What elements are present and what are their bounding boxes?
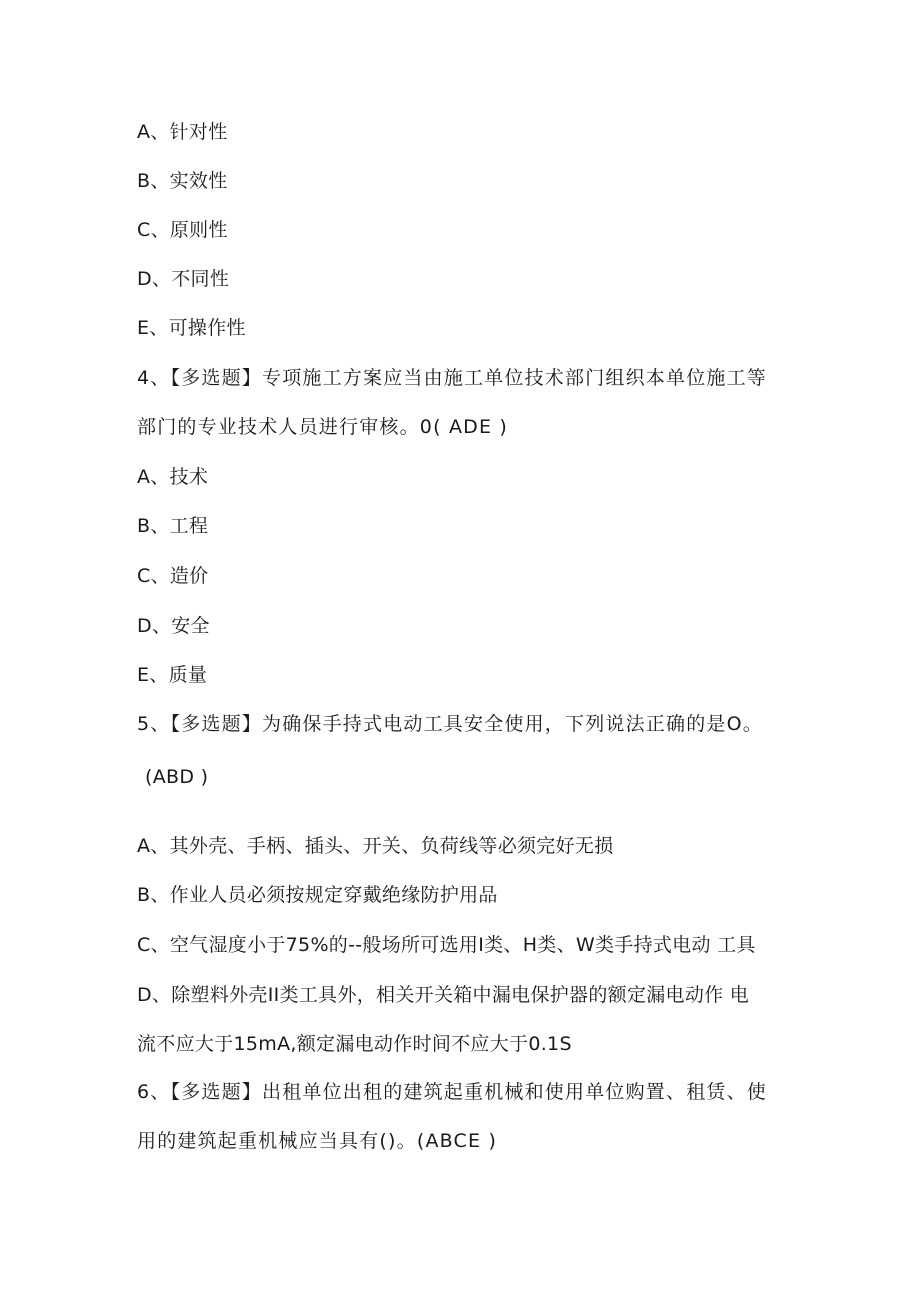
q5-option-c: C、空气湿度小于75%的--般场所可选用I类、H类、W类手持式电动 工具 — [137, 934, 756, 956]
q3-option-a: A、针对性 — [137, 121, 228, 143]
q4-stem-line1: 4、【多选题】专项施工方案应当由施工单位技术部门组织本单位施工等 — [137, 367, 767, 389]
q3-option-b: B、实效性 — [137, 170, 228, 192]
q5-answer: (ABD ) — [145, 766, 209, 788]
q3-option-e: E、可操作性 — [137, 317, 246, 339]
q4-stem-line2: 部门的专业技术人员进行审核。0( ADE ) — [137, 416, 509, 438]
q3-option-c: C、原则性 — [137, 219, 228, 241]
q4-option-c: C、造价 — [137, 565, 209, 587]
q4-option-d: D、安全 — [137, 615, 210, 637]
q5-option-d-continued: 流不应大于15mA,额定漏电动作时间不应大于0.1S — [137, 1033, 572, 1055]
q6-stem-line2: 用的建筑起重机械应当具有()。(ABCE ) — [137, 1130, 498, 1152]
q5-option-a: A、其外壳、手柄、插头、开关、负荷线等必须完好无损 — [137, 835, 614, 857]
q4-option-a: A、技术 — [137, 466, 209, 488]
q4-option-b: B、工程 — [137, 515, 209, 537]
q3-option-d: D、不同性 — [137, 268, 230, 290]
q6-stem-line1: 6、【多选题】出租单位出租的建筑起重机械和使用单位购置、租赁、使 — [137, 1081, 767, 1103]
q5-stem-line1: 5、【多选题】为确保手持式电动工具安全使用，下列说法正确的是O。 — [137, 713, 763, 735]
q5-option-b: B、作业人员必须按规定穿戴绝缘防护用品 — [137, 884, 498, 906]
q5-option-d: D、除塑料外壳II类工具外，相关开关箱中漏电保护器的额定漏电动作 电 — [137, 984, 750, 1006]
q4-option-e: E、质量 — [137, 664, 208, 686]
